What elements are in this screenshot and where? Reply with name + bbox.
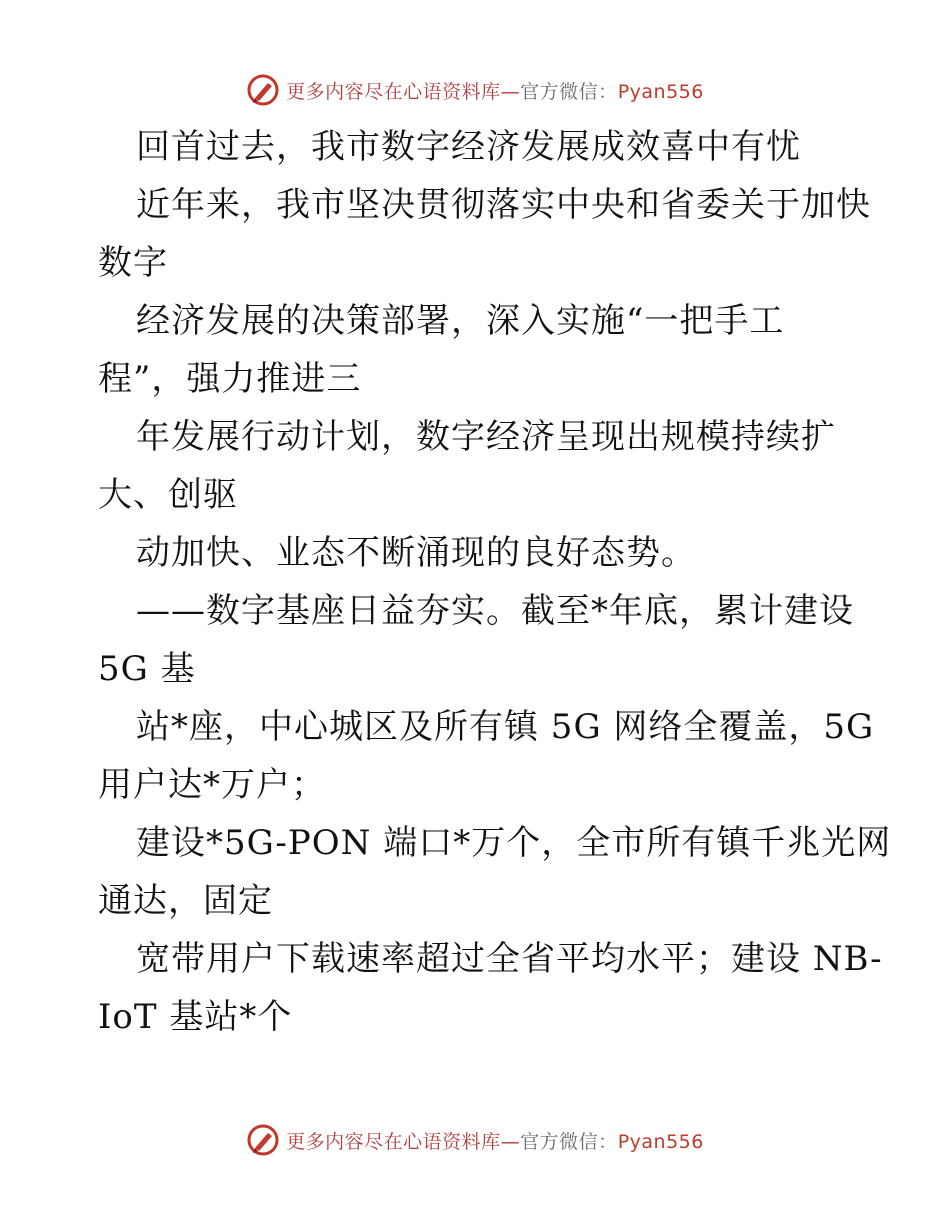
body-line: 5G 基 [98,649,196,689]
body-line: 通达，固定 [98,881,273,921]
body-line: 大、创驱 [98,475,238,515]
footer-banner-wechat: 官方微信： [520,1130,618,1153]
pen-logo-icon [246,1123,280,1157]
body-line: 回首过去，我市数字经济发展成效喜中有忧 [136,127,801,167]
pen-logo-icon [246,73,280,107]
header-banner-main: 更多内容尽在心语资料库 [286,80,501,103]
body-line: 经济发展的决策部署，深入实施“一把手工 [136,301,785,341]
body-line: ——数字基座日益夯实。截至*年底，累计建设 [136,591,854,631]
header-banner-id: Pyan556 [617,80,704,103]
footer-banner-text [286,1127,704,1154]
body-line: 近年来，我市坚决贯彻落实中央和省委关于加快 [136,185,871,225]
footer-banner-id: Pyan556 [617,1130,704,1153]
header-banner [0,70,950,110]
body-line: 建设*5G-PON 端口*万个，全市所有镇千兆光网 [136,823,892,863]
body-line: IoT 基站*个 [98,997,293,1037]
footer-banner-main: 更多内容尽在心语资料库 [286,1130,501,1153]
header-banner-sep: — [500,80,521,103]
body-line: 站*座，中心城区及所有镇 5G 网络全覆盖，5G [136,707,875,747]
document-body [98,118,892,1046]
body-line: 动加快、业态不断涌现的良好态势。 [136,533,696,573]
body-line: 年发展行动计划，数字经济呈现出规模持续扩 [136,417,836,457]
footer-banner-sep: — [500,1130,521,1153]
header-banner-text [286,77,704,104]
header-banner-wechat: 官方微信： [520,80,618,103]
body-line: 程”，强力推进三 [98,359,362,399]
body-line: 宽带用户下载速率超过全省平均水平；建设 NB- [136,939,883,979]
footer-banner [0,1120,950,1160]
body-line: 用户达*万户； [98,765,326,805]
body-line: 数字 [98,243,168,283]
